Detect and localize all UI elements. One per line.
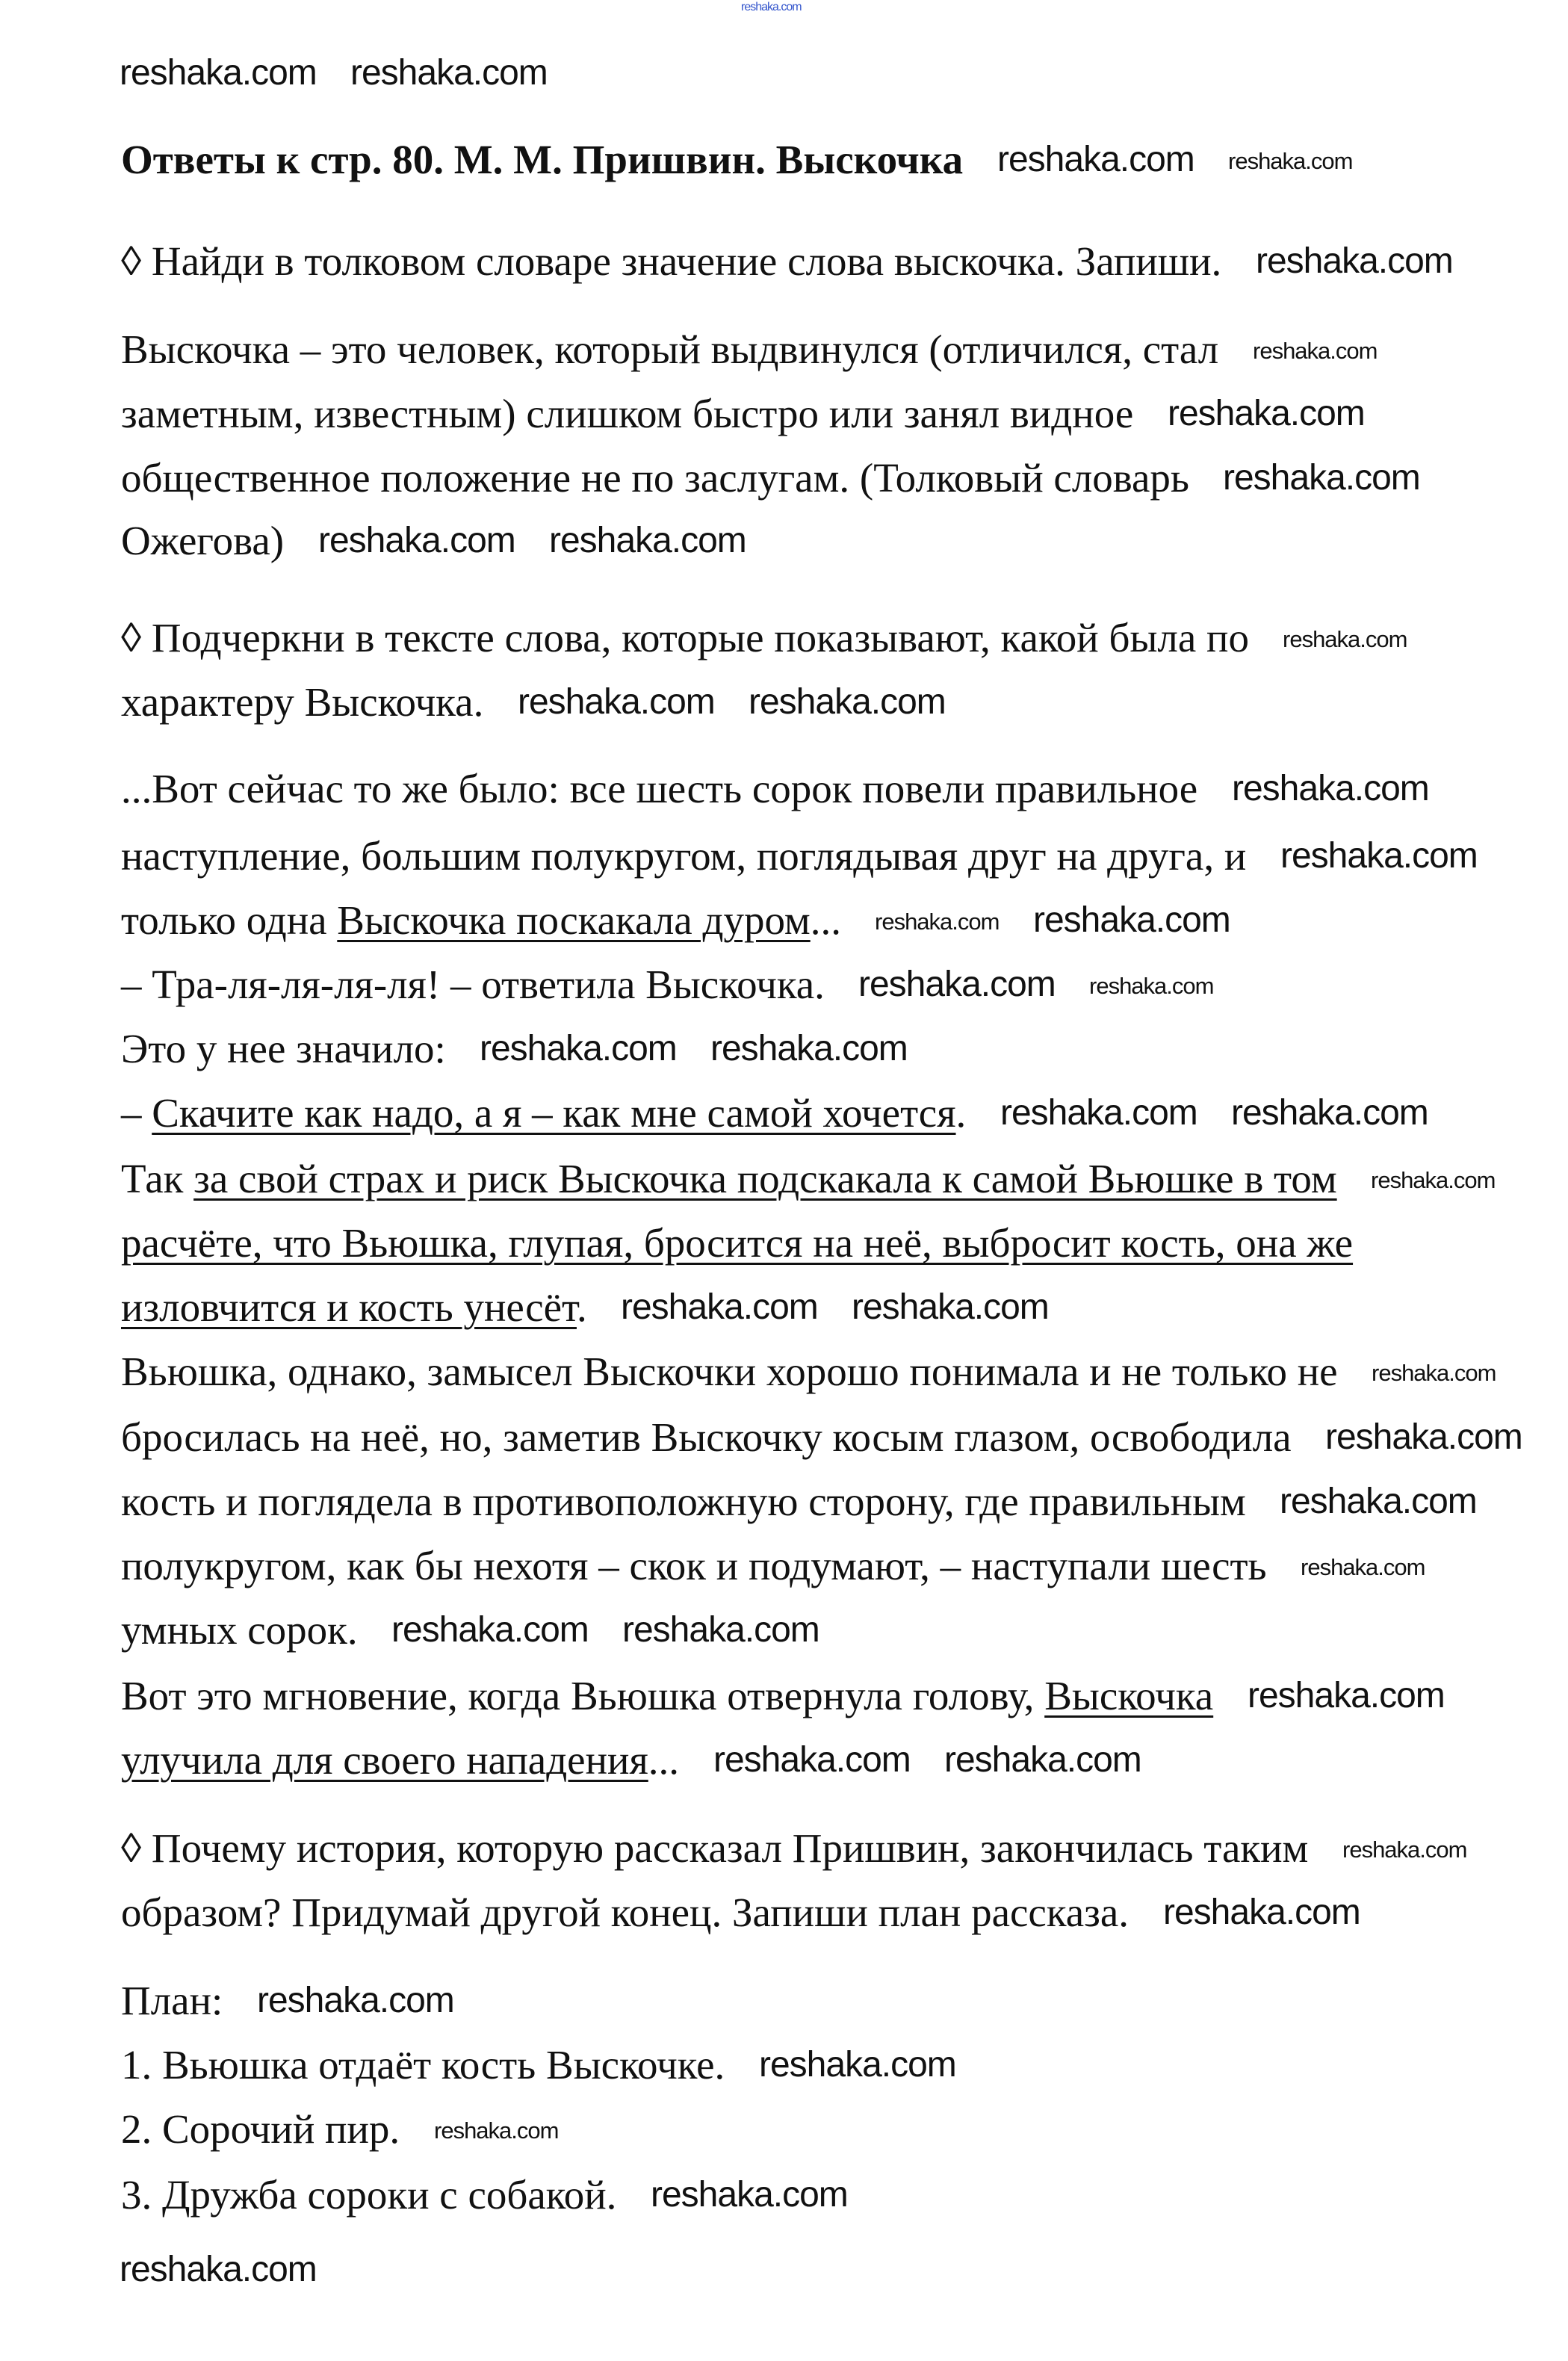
text-line bbox=[121, 1892, 1129, 1933]
text-segment: План: bbox=[121, 1978, 223, 2023]
watermark: reshaka.com bbox=[852, 1287, 1049, 1327]
watermark: reshaka.com bbox=[120, 2250, 317, 2289]
page-title: Ответы к стр. 80. М. М. Пришвин. Выскочка bbox=[121, 137, 964, 182]
watermark: reshaka.com bbox=[875, 909, 1000, 935]
text-segment: наступление, большим полукругом, поглядывая друг на друга, и bbox=[121, 833, 1247, 879]
text-line bbox=[121, 1607, 358, 1653]
text-segment: ◊ Найди в толковом словаре значение слова выскочка. Запиши. bbox=[121, 238, 1222, 284]
text-line bbox=[121, 1351, 1338, 1392]
text-segment: Выскочка – это человек, который выдвинулся (отличился, стал bbox=[121, 327, 1219, 372]
watermark: reshaka.com bbox=[944, 1740, 1141, 1780]
watermark: reshaka.com bbox=[1280, 1482, 1477, 1521]
text-line bbox=[121, 833, 1247, 879]
text-segment: Так bbox=[121, 1156, 194, 1201]
text-line bbox=[121, 238, 1222, 284]
watermark: reshaka.com bbox=[1280, 836, 1478, 876]
watermark: reshaka.com bbox=[257, 1981, 454, 2020]
watermark: reshaka.com bbox=[391, 1610, 589, 1650]
watermark: reshaka.com bbox=[1301, 1554, 1425, 1580]
underlined-text: Выскочка bbox=[1044, 1673, 1214, 1718]
watermark: reshaka.com bbox=[1231, 1093, 1428, 1133]
text-line bbox=[121, 2042, 725, 2088]
watermark: reshaka.com bbox=[1325, 1417, 1522, 1457]
text-line bbox=[121, 393, 1133, 434]
watermark: reshaka.com bbox=[713, 1740, 911, 1780]
watermark: reshaka.com bbox=[318, 521, 515, 560]
text-segment: ... bbox=[810, 897, 841, 943]
watermark: reshaka.com bbox=[710, 1029, 908, 1068]
text-line bbox=[121, 1284, 587, 1330]
watermark: reshaka.com bbox=[1033, 900, 1230, 940]
watermark: reshaka.com bbox=[759, 2045, 956, 2085]
text-segment: умных сорок. bbox=[121, 1607, 358, 1653]
text-segment: заметным, известным) слишком быстро или занял видное bbox=[121, 391, 1134, 436]
watermark: reshaka.com bbox=[1253, 338, 1378, 364]
text-segment: характеру Выскочка. bbox=[121, 679, 484, 725]
watermark: reshaka.com bbox=[1283, 626, 1407, 652]
text-segment: кость и поглядела в противоположную сторону, где правильным bbox=[121, 1479, 1246, 1524]
text-line bbox=[121, 1220, 1354, 1266]
text-line bbox=[121, 1825, 1309, 1871]
text-line bbox=[121, 1481, 1246, 1522]
underlined-text: улучила для своего нападения bbox=[121, 1737, 648, 1783]
text-segment: бросилась на неё, но, заметив Выскочку косым глазом, освободила bbox=[121, 1414, 1292, 1460]
text-line bbox=[121, 329, 1218, 370]
watermark: reshaka.com bbox=[518, 682, 715, 722]
text-line bbox=[121, 2108, 400, 2150]
text-line bbox=[121, 897, 841, 943]
text-segment: ◊ Почему история, которую рассказал Пришвин, закончилась таким bbox=[121, 1825, 1309, 1871]
watermark: reshaka.com bbox=[1342, 1836, 1467, 1863]
text-segment: – bbox=[121, 1090, 152, 1136]
watermark: reshaka.com bbox=[749, 682, 946, 722]
underlined-text: за свой страх и риск Выскочка подскакала к самой Вьюшке в том bbox=[193, 1156, 1337, 1201]
watermark: reshaka.com bbox=[1223, 458, 1420, 498]
text-segment: образом? Придумай другой конец. Запиши план рассказа. bbox=[121, 1890, 1129, 1935]
text-line bbox=[121, 1028, 446, 1069]
text-segment: 2. Сорочий пир. bbox=[121, 2106, 400, 2152]
watermark: reshaka.com bbox=[1232, 769, 1429, 808]
underlined-text: Скачите как надо, а я – как мне самой хочется bbox=[152, 1090, 956, 1136]
text-segment: Ожегова) bbox=[121, 518, 285, 563]
text-segment: Это у нее значило: bbox=[121, 1026, 446, 1071]
watermark: reshaka.com bbox=[1256, 241, 1453, 281]
text-line bbox=[121, 1414, 1292, 1460]
watermark: reshaka.com bbox=[549, 521, 746, 560]
watermark: reshaka.com bbox=[1371, 1167, 1496, 1193]
top-watermark: reshaka.com bbox=[741, 1, 802, 13]
watermark: reshaka.com bbox=[434, 2117, 559, 2144]
text-segment: ...Вот сейчас то же было: все шесть сорок повели правильное bbox=[121, 766, 1198, 811]
text-line bbox=[121, 1090, 967, 1136]
watermark: reshaka.com bbox=[622, 1610, 819, 1650]
text-line bbox=[121, 1545, 1267, 1586]
watermark: reshaka.com bbox=[1168, 394, 1365, 433]
underlined-text: расчёте, что Вьюшка, глупая, бросится на неё, выбросит кость, она же bbox=[121, 1220, 1354, 1266]
watermark: reshaka.com bbox=[350, 53, 548, 93]
watermark: reshaka.com bbox=[651, 2175, 848, 2215]
text-line bbox=[121, 768, 1197, 809]
watermark: reshaka.com bbox=[1228, 148, 1353, 174]
watermark: reshaka.com bbox=[621, 1287, 818, 1327]
watermark: reshaka.com bbox=[1000, 1093, 1197, 1133]
text-line bbox=[121, 455, 1189, 501]
text-segment: 3. Дружба сороки с собакой. bbox=[121, 2172, 617, 2218]
text-segment: только одна bbox=[121, 897, 338, 943]
text-segment: ◊ Подчеркни в тексте слова, которые показывают, какой была по bbox=[121, 615, 1249, 660]
text-segment: Вот это мгновение, когда Вьюшка отвернула голову, bbox=[121, 1673, 1045, 1718]
text-line bbox=[121, 2172, 617, 2218]
text-segment: . bbox=[955, 1090, 967, 1136]
text-segment: . bbox=[576, 1284, 587, 1330]
watermark: reshaka.com bbox=[1163, 1893, 1360, 1932]
text-segment: полукругом, как бы нехотя – скок и подумают, – наступали шесть bbox=[121, 1543, 1267, 1588]
underlined-text: изловчится и кость унесёт bbox=[121, 1284, 577, 1330]
text-line bbox=[121, 679, 484, 725]
watermark: reshaka.com bbox=[858, 965, 1056, 1004]
text-segment: 1. Вьюшка отдаёт кость Выскочке. bbox=[121, 2042, 725, 2088]
text-segment: ... bbox=[648, 1737, 680, 1783]
watermark: reshaka.com bbox=[120, 53, 317, 93]
text-line bbox=[121, 1980, 223, 2021]
text-segment: – Тра-ля-ля-ля-ля! – ответила Выскочка. bbox=[121, 962, 825, 1007]
text-segment: общественное положение не по заслугам. (Толковый словарь bbox=[121, 455, 1189, 501]
text-line bbox=[121, 1675, 1213, 1716]
watermark: reshaka.com bbox=[997, 140, 1194, 179]
text-line bbox=[121, 1158, 1337, 1199]
watermark: reshaka.com bbox=[1372, 1360, 1496, 1386]
watermark: reshaka.com bbox=[1089, 973, 1214, 999]
text-line bbox=[121, 520, 284, 561]
text-line bbox=[121, 1737, 680, 1783]
underlined-text: Выскочка поскакала дуром bbox=[337, 897, 811, 943]
watermark: reshaka.com bbox=[480, 1029, 677, 1068]
text-segment: Вьюшка, однако, замысел Выскочки хорошо понимала и не только не bbox=[121, 1349, 1338, 1394]
watermark: reshaka.com bbox=[1248, 1676, 1445, 1715]
text-line bbox=[121, 617, 1249, 658]
text-line bbox=[121, 964, 825, 1005]
